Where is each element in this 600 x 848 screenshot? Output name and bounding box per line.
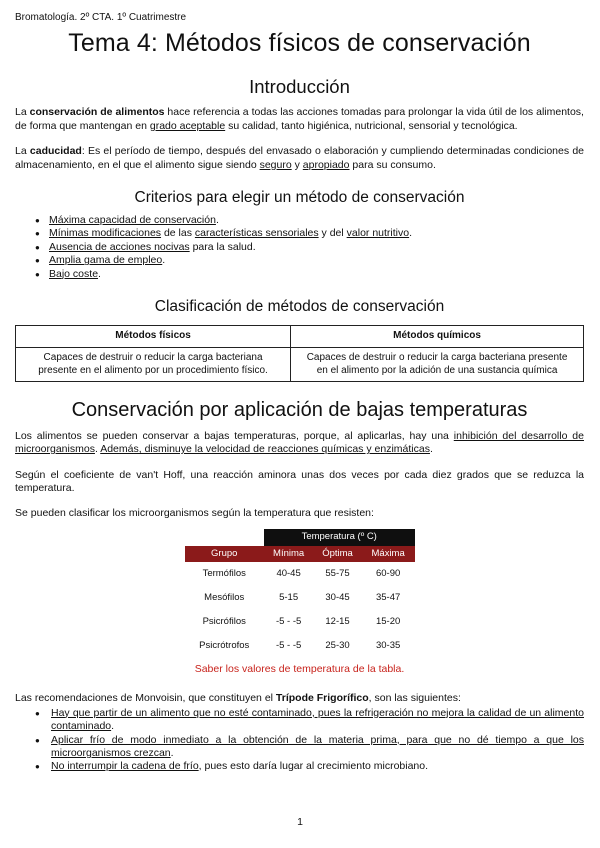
list-item [35, 760, 584, 773]
underlined-term: Ausencia de acciones nocivas [49, 240, 190, 253]
text-run: . [98, 267, 101, 280]
underlined-term: No interrumpir la cadena de frío [51, 760, 199, 773]
table-cell: 40-45 [276, 567, 301, 579]
table-cell: 12-15 [325, 615, 350, 627]
empty-corner-cell [185, 529, 264, 546]
list-item [35, 268, 584, 281]
text-run: para la salud. [189, 240, 256, 253]
table-cell: 25-30 [325, 639, 350, 651]
table-cell: Mesófilos [204, 591, 245, 603]
table-cell: 35-47 [375, 591, 401, 603]
underlined-term: Aplicar frío de modo inmediato a la obtención de la materia prima, para que no dé tiempo a que los microorganismos crezcan [51, 733, 584, 760]
column-header: Mínima [264, 546, 313, 562]
bold-term: Trípode Frigorífico [275, 692, 369, 705]
list-item [35, 241, 584, 254]
list-item [35, 707, 584, 734]
table-cell: 30-35 [375, 639, 401, 651]
table-subheader-row [185, 546, 415, 562]
text-run: de las [161, 227, 195, 240]
table-cell: Termófilos [202, 567, 246, 579]
text-run: . [111, 720, 115, 733]
page-title: Tema 4: Métodos físicos de conservación [68, 28, 531, 57]
table-header-row [16, 326, 584, 348]
table-top-header-row [185, 529, 415, 546]
column-header: Grupo [185, 546, 264, 562]
page-number: 1 [297, 816, 303, 828]
low-temp-paragraph-2: Según el coeficiente de van't Hoff, una reacción aminora unas dos veces por cada diez grados que se reduzca la temperatura. [15, 468, 584, 494]
text-run: , pues esto daría lugar al crecimiento microbiano. [198, 760, 429, 773]
intro-paragraph-2 [15, 145, 584, 172]
text-run: . [409, 227, 413, 240]
table-cell: 30-45 [325, 591, 350, 603]
text-run: su calidad, tanto higiénica, nutricional, sensorial y tecnológica. [225, 119, 518, 132]
table-row [16, 348, 584, 382]
text-run: : Es el período de tiempo, después del envasado o elaboración y cumpliendo determinadas condiciones de almacenamiento, en el que el alimento sigue siendo [15, 145, 584, 171]
column-header: Métodos físicos [16, 326, 291, 348]
table-cell: 5-15 [279, 591, 299, 603]
table-row [185, 586, 415, 610]
criteria-list [15, 214, 584, 281]
text-run: Las recomendaciones de Monvoisin, que constituyen el [15, 692, 276, 705]
list-item [35, 734, 584, 761]
underlined-term: Máxima capacidad de conservación [49, 214, 216, 227]
table-cell: -5 - -5 [275, 615, 302, 627]
table-cell: Capaces de destruir o reducir la carga bacteriana presente en el alimento por la adición de una sustancia química [291, 348, 584, 382]
bold-term: caducidad [29, 145, 82, 158]
text-run: y [291, 158, 303, 171]
text-run: La [15, 145, 30, 158]
underlined-term: valor nutritivo [346, 227, 410, 240]
underlined-term: apropiado [302, 158, 350, 171]
underlined-term: Hay que partir de un alimento que no esté contaminado, pues la refrigeración no mejora la calidad de un alimento contaminado [51, 706, 584, 733]
text-run: La [15, 106, 30, 119]
column-header: Óptima [313, 546, 362, 562]
section-heading-bajas-temperaturas: Conservación por aplicación de bajas temperaturas [71, 399, 528, 422]
underlined-term: seguro [259, 158, 292, 171]
list-item [35, 254, 584, 267]
table-row [185, 610, 415, 634]
table-cell: 55-75 [325, 567, 350, 579]
text-run: y del [318, 227, 347, 240]
temperature-header: Temperatura (º C) [264, 529, 415, 546]
text-run: , son las siguientes: [368, 692, 461, 705]
underlined-term: inhibición del desarrollo de microorganismos [15, 429, 584, 456]
underlined-term: características sensoriales [194, 227, 319, 240]
underlined-term: Además, disminuye la velocidad de reacciones químicas y enzimáticas [100, 443, 430, 456]
temperature-table [185, 529, 415, 658]
section-heading-criterios: Criterios para elegir un método de conservación [134, 189, 465, 207]
classification-table [15, 325, 584, 382]
underlined-term: Mínimas modificaciones [49, 227, 162, 240]
list-item [35, 227, 584, 240]
table-cell: Psicrótrofos [199, 639, 250, 651]
table-row [185, 562, 415, 586]
column-header: Máxima [362, 546, 415, 562]
text-run: . [162, 254, 166, 267]
section-heading-clasificacion: Clasificación de métodos de conservación [154, 298, 445, 316]
column-header: Métodos químicos [291, 326, 584, 348]
table-cell: 60-90 [375, 567, 401, 579]
underlined-term: Amplia gama de empleo [49, 254, 163, 267]
table-cell: -5 - -5 [275, 639, 302, 651]
table-cell: 15-20 [375, 615, 401, 627]
table-cell: Capaces de destruir o reducir la carga bacteriana presente en el alimento por un procedimiento físico. [16, 348, 291, 382]
low-temp-paragraph-3: Se pueden clasificar los microorganismos según la temperatura que resisten: [15, 507, 374, 520]
section-heading-introduccion: Introducción [249, 75, 350, 97]
intro-paragraph-1 [15, 106, 584, 133]
recommendations-list [15, 707, 584, 774]
text-run: . [429, 443, 433, 456]
bold-term: conservación de alimentos [29, 106, 165, 119]
underlined-term: Bajo coste [49, 267, 99, 280]
text-run: . [94, 443, 101, 456]
table-row [185, 634, 415, 658]
text-run: para su consumo. [349, 158, 436, 171]
running-head: Bromatología. 2º CTA. 1º Cuatrimestre [15, 12, 187, 23]
text-run: hace referencia a todas las acciones tomadas para prolongar la vida útil de los alimentos, de forma que mantengan en [15, 106, 584, 132]
temperature-table-wrapper [185, 529, 415, 658]
text-run: Los alimentos se pueden conservar a bajas temperaturas, porque, al aplicarlas, hay una [15, 429, 454, 442]
monvoisin-paragraph [15, 692, 584, 705]
underlined-term: grado aceptable [149, 119, 226, 132]
text-run: . [170, 747, 174, 760]
text-run: . [215, 214, 219, 227]
list-item [35, 214, 584, 227]
table-note: Saber los valores de temperatura de la tabla. [194, 662, 405, 675]
table-cell: Psicrófilos [202, 615, 246, 627]
low-temp-paragraph-1 [15, 430, 584, 457]
